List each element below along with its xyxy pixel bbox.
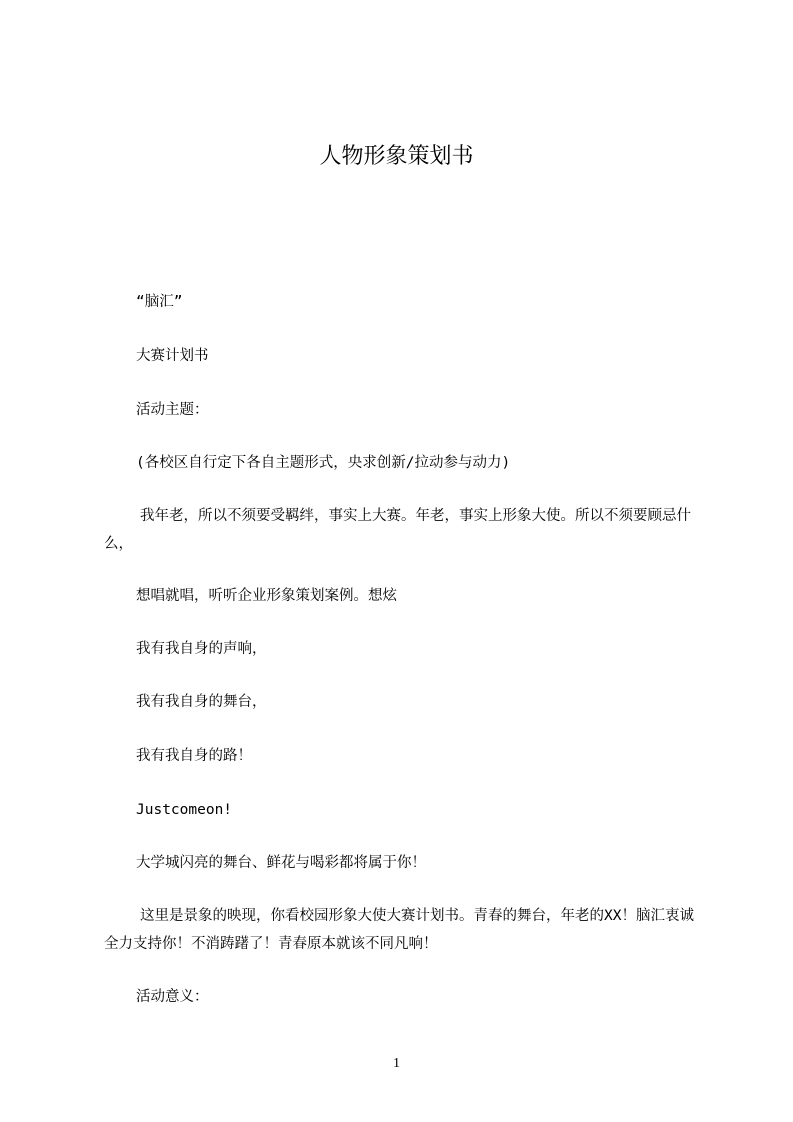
document-title: 人物形象策划书 <box>319 144 474 169</box>
paragraph-road: 我有我自身的路！ <box>136 748 252 764</box>
page-number: 1 <box>393 1056 400 1071</box>
paragraph-significance-heading: 活动意义： <box>136 989 209 1005</box>
paragraph-theme-heading: 活动主题： <box>136 402 209 418</box>
paragraph-theme-note: (各校区自行定下各自主题形式，央求创新/拉动参与动力) <box>136 455 511 471</box>
paragraph-justcomeon: Justcomeon! <box>136 802 233 818</box>
paragraph-stage: 我有我自身的舞台， <box>136 694 267 710</box>
paragraph-sing: 想唱就唱，听听企业形象策划案例。想炫 <box>136 588 397 604</box>
paragraph-scene: 这里是景象的映现，你看校园形象大使大赛计划书。青春的舞台，年老的XX！脑汇衷诚全力支持你！不消踌躇了！青春原本就该不同凡响！ <box>104 908 694 952</box>
paragraph-voice: 我有我自身的声响， <box>136 641 267 657</box>
paragraph-plan-title: 大赛计划书 <box>136 348 209 364</box>
paragraph-university-stage: 大学城闪亮的舞台、鲜花与喝彩都将属于你！ <box>136 855 426 871</box>
paragraph-young: 我年老，所以不须要受羁绊，事实上大赛。年老，事实上形象大使。所以不须要顾忌什么， <box>104 508 691 552</box>
paragraph-naohui: “脑汇” <box>136 294 183 310</box>
